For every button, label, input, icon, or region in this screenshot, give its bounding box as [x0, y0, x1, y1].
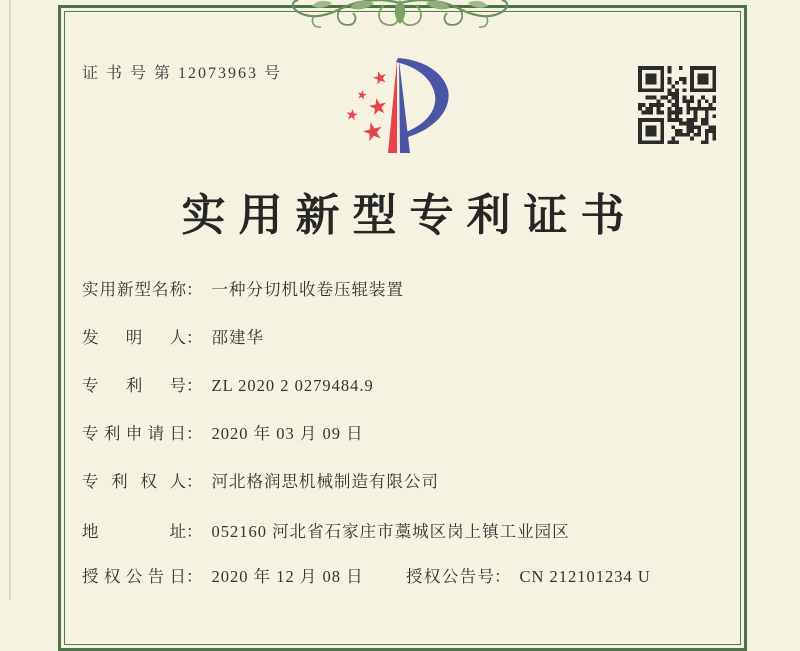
- logo-star-icon: [372, 70, 388, 86]
- field-value: 052160 河北省石家庄市藁城区岗上镇工业园区: [211, 522, 570, 541]
- field-patent-number: [82, 374, 374, 398]
- logo-star-icon: [368, 97, 388, 116]
- field-colon: ：: [186, 522, 203, 541]
- field-label: 专利申请日: [82, 424, 186, 443]
- page-edge-shadow: [9, 0, 11, 600]
- field-label: 发明人: [82, 328, 186, 347]
- field-colon: ：: [186, 376, 203, 395]
- field-colon: ：: [186, 567, 203, 586]
- field-value: 2020 年 12 月 08 日: [211, 567, 364, 586]
- certificate-number: 证 书 号 第 12073963 号: [82, 65, 283, 82]
- field-application-date: [82, 422, 364, 446]
- field-value: 河北格润思机械制造有限公司: [211, 472, 439, 491]
- field-patentee: [82, 470, 439, 494]
- logo-star-icon: [357, 89, 368, 100]
- field-publication-number: [406, 565, 651, 589]
- field-label: 授权公告号: [406, 567, 494, 586]
- field-colon: ：: [186, 328, 203, 347]
- ornament-center-leaf: [395, 0, 406, 24]
- field-label: 专利权人: [82, 472, 186, 491]
- field-utility-model-name: [82, 278, 404, 302]
- field-inventor: [82, 326, 264, 350]
- field-label: 地址: [82, 522, 186, 541]
- certificate-title: 实用新型专利证书: [181, 191, 638, 240]
- logo-star-icon: [346, 108, 359, 120]
- field-grant-date: [82, 565, 364, 589]
- qr-code-icon: [638, 66, 716, 144]
- field-label: 实用新型名称: [82, 280, 186, 299]
- floral-ornament-icon: [276, 0, 524, 31]
- field-value: 2020 年 03 月 09 日: [211, 424, 364, 443]
- field-label: 授权公告日: [82, 567, 186, 586]
- field-colon: ：: [494, 567, 511, 586]
- logo-wedge-red: [388, 60, 397, 153]
- field-label: 专利号: [82, 376, 186, 395]
- field-address: [82, 520, 570, 544]
- field-value: 邵建华: [211, 328, 264, 347]
- cnipa-patent-logo-icon: [330, 53, 490, 163]
- field-colon: ：: [186, 472, 203, 491]
- field-value: CN 212101234 U: [519, 567, 651, 586]
- field-value: 一种分切机收卷压辊装置: [211, 280, 404, 299]
- field-colon: ：: [186, 424, 203, 443]
- field-colon: ：: [186, 280, 203, 299]
- logo-wedge-blue: [399, 60, 410, 153]
- field-value: ZL 2020 2 0279484.9: [211, 376, 374, 395]
- logo-star-icon: [361, 120, 384, 142]
